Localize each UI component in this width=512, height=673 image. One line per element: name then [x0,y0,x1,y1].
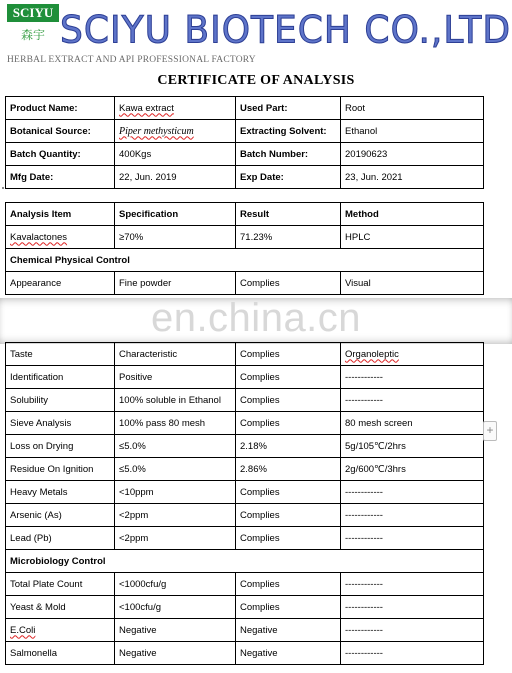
batch-quantity-label: Batch Quantity: [6,143,115,166]
cell-item: E.Coli [6,619,115,642]
cell-method: 80 mesh screen [341,412,484,435]
table-row [6,389,484,412]
table-row [6,366,484,389]
cell-item: Identification [6,366,115,389]
table-row [6,97,484,120]
table-header-row [6,203,484,226]
botanical-source-label: Botanical Source: [6,120,115,143]
batch-number-value: 20190623 [341,143,484,166]
batch-number-label: Batch Number: [236,143,341,166]
table-row [6,166,484,189]
cell-item: Taste [6,343,115,366]
cell-method: ------------ [341,481,484,504]
table-row [6,527,484,550]
cell-result: Complies [236,389,341,412]
header-method: Method [341,203,484,226]
cell-method: Organoleptic [341,343,484,366]
section-row [6,249,484,272]
cell-result: 71.23% [236,226,341,249]
cell-spec: Positive [115,366,236,389]
cell-spec: ≤5.0% [115,435,236,458]
cell-result: Complies [236,343,341,366]
cell-method: ------------ [341,619,484,642]
cell-result: Complies [236,504,341,527]
cell-result: Complies [236,573,341,596]
company-name: SCIYU BIOTECH CO.,LTD [60,9,512,53]
cell-spec: Characteristic [115,343,236,366]
section-chemical-physical: Chemical Physical Control [6,249,484,272]
logo-chinese-text: 森宇 [20,28,45,42]
cell-method: ------------ [341,389,484,412]
cell-item: Solubility [6,389,115,412]
batch-quantity-value: 400Kgs [115,143,236,166]
product-name-label: Product Name: [6,97,115,120]
table-row [6,504,484,527]
cell-spec: Negative [115,619,236,642]
expand-button[interactable]: + [483,421,497,441]
cell-method: 2g/600℃/3hrs [341,458,484,481]
cell-result: Complies [236,481,341,504]
table-row [6,412,484,435]
cell-method: 5g/105℃/2hrs [341,435,484,458]
document-title: CERTIFICATE OF ANALYSIS [157,73,355,88]
product-name-value: Kawa extract [115,97,236,120]
botanical-source-value: Piper methysticum [115,120,236,143]
cell-method: ------------ [341,527,484,550]
section-microbiology: Microbiology Control [6,550,484,573]
cell-spec: 100% soluble in Ethanol [115,389,236,412]
table-row [6,343,484,366]
used-part-label: Used Part: [236,97,341,120]
header-result: Result [236,203,341,226]
table-row [6,596,484,619]
cell-item: Arsenic (As) [6,504,115,527]
cell-method: ------------ [341,366,484,389]
cell-method: Visual [341,272,484,295]
table-row [6,458,484,481]
cell-item: Total Plate Count [6,573,115,596]
header-specification: Specification [115,203,236,226]
section-row [6,550,484,573]
cell-method: ------------ [341,642,484,665]
cell-item: Loss on Drying [6,435,115,458]
cell-result: Negative [236,619,341,642]
cell-item: Kavalactones [6,226,115,249]
logo-text: SCIYU [7,4,59,22]
cell-result: Complies [236,596,341,619]
table-row [6,226,484,249]
cell-spec: ≤5.0% [115,458,236,481]
stray-dot [2,187,4,189]
extracting-solvent-value: Ethanol [341,120,484,143]
cell-spec: <1000cfu/g [115,573,236,596]
cell-item: Residue On Ignition [6,458,115,481]
cell-result: Complies [236,412,341,435]
cell-result: Complies [236,272,341,295]
analysis-table-top [5,202,484,295]
cell-result: Complies [236,527,341,550]
company-logo [7,4,59,54]
cell-item: Appearance [6,272,115,295]
analysis-table-bottom [5,342,484,665]
cell-spec: <100cfu/g [115,596,236,619]
product-info-table [5,96,484,189]
cell-result: Complies [236,366,341,389]
cell-spec: 100% pass 80 mesh [115,412,236,435]
table-row [6,120,484,143]
cell-result: Negative [236,642,341,665]
cell-spec: Fine powder [115,272,236,295]
cell-method: ------------ [341,596,484,619]
mfg-date-label: Mfg Date: [6,166,115,189]
watermark-text: en.china.cn [150,296,362,340]
table-row [6,481,484,504]
cell-item: Lead (Pb) [6,527,115,550]
cell-spec: <2ppm [115,527,236,550]
extracting-solvent-label: Extracting Solvent: [236,120,341,143]
cell-result: 2.18% [236,435,341,458]
cell-item: Yeast & Mold [6,596,115,619]
table-row [6,642,484,665]
table-row [6,619,484,642]
cell-spec: <10ppm [115,481,236,504]
cell-item: Sieve Analysis [6,412,115,435]
cell-item: Salmonella [6,642,115,665]
table-row [6,272,484,295]
cell-method: HPLC [341,226,484,249]
exp-date-value: 23, Jun. 2021 [341,166,484,189]
cell-spec: <2ppm [115,504,236,527]
company-tagline: HERBAL EXTRACT AND API PROFESSIONAL FACTORY [7,55,256,65]
cell-spec: Negative [115,642,236,665]
cell-method: ------------ [341,573,484,596]
cell-spec: ≥70% [115,226,236,249]
cell-item: Heavy Metals [6,481,115,504]
header-analysis-item: Analysis Item [6,203,115,226]
exp-date-label: Exp Date: [236,166,341,189]
table-row [6,143,484,166]
cell-method: ------------ [341,504,484,527]
cell-result: 2.86% [236,458,341,481]
mfg-date-value: 22, Jun. 2019 [115,166,236,189]
table-row [6,435,484,458]
used-part-value: Root [341,97,484,120]
table-row [6,573,484,596]
